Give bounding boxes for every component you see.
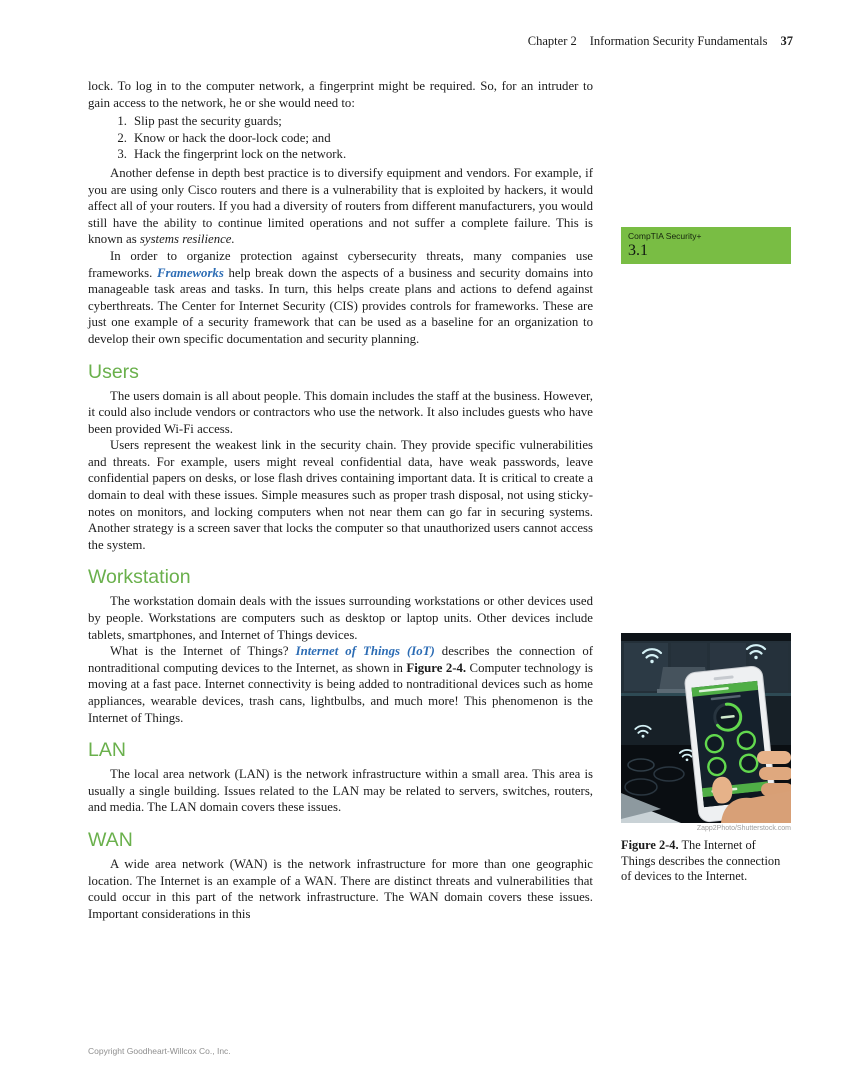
paragraph (88, 248, 593, 348)
list-item-number: 3. (117, 147, 127, 162)
section-heading-wan: WAN (88, 828, 133, 851)
figure-reference: Figure 2-4. (406, 660, 467, 675)
copyright-line: Copyright Goodheart-Willcox Co., Inc. (88, 1046, 231, 1056)
key-term-frameworks: Frameworks (156, 265, 224, 280)
iot-smartphone-photo (621, 633, 791, 823)
photo-credit: Zapp2Photo/Shutterstock.com (696, 825, 791, 832)
paragraph (88, 165, 593, 248)
paragraph: The workstation domain deals with the issues surrounding workstations or other devices used by people. Workstations are computers such as desktop or laptop units. Other devices include tablets, smartphones, and Internet of Things devices. (88, 594, 593, 642)
paragraph: lock. To log in to the computer network, a fingerprint might be required. So, for an intruder to gain access to the network, he or she would need to: (88, 79, 593, 110)
list-item (114, 113, 593, 130)
page-number: 37 (780, 34, 793, 48)
figure-caption-text: The Internet of Things describes the connection of devices to the Internet. (621, 838, 781, 884)
list-item-text: Hack the fingerprint lock on the network. (134, 147, 347, 162)
list-item-text: Know or hack the door-lock code; and (134, 130, 331, 145)
numbered-list (114, 113, 593, 163)
paragraph: The local area network (LAN) is the network infrastructure within a small area. This area is usually a single building. Issues related to the LAN may be related to servers, switches, routers, and media. The LAN domain covers these issues. (88, 767, 593, 815)
section-heading-workstation: Workstation (88, 566, 191, 589)
figure-caption (621, 838, 791, 885)
key-term-iot: Internet of Things (IoT) (295, 644, 435, 659)
figure-2-4 (621, 633, 791, 885)
paragraph (88, 643, 593, 726)
gauge-dial (739, 754, 758, 773)
gauge-dial (708, 757, 727, 776)
gauge-dial (705, 734, 724, 753)
chapter-title: Information Security Fundamentals (589, 34, 768, 48)
comptia-objective-badge (621, 227, 791, 264)
badge-label: CompTIA Security+ (628, 231, 702, 241)
paragraph: A wide area network (WAN) is the network infrastructure for more than one geographic location. The Internet is an example of a WAN. There are distinct threats and vulnerabilities that could occur in this part of the network infrastructure. The WAN domain covers these issues. Important considerations in this (88, 856, 593, 921)
paragraph-text: In order to organize protection against cybersecurity threats, many companies use frameworks. (88, 248, 593, 280)
paragraph-text: help break down the aspects of a business and security domains into manageable task areas and tasks. In turn, this helps create plans and actions to defend against cyberthreats. The Center for Internet Security (CIS) provides controls for frameworks. These are just one example of a security framework that can be used as a baseline for an organization to develop their own specific documentation and security planning. (88, 265, 593, 346)
list-item-number: 2. (117, 130, 127, 145)
paragraph-text: Computer technology is moving at a fast pace. Internet connectivity is being added to nontraditional devices such as home appliances, wearable devices, trash cans, lightbulbs, and much more! This phenomenon is the Internet of Things. (88, 660, 593, 725)
running-head (528, 34, 793, 49)
paragraph-text: Another defense in depth best practice is to diversify equipment and vendors. For example, if you are using only Cisco routers and there is a vulnerability that is exploited by hackers, it would affect all of your routers. If you had a diversity of routers from different manufacturers, you would still have the ability to continue limited operations and not suffer a complete failure. This is known as (88, 165, 593, 247)
italic-term: systems resilience. (139, 232, 235, 247)
paragraph: Users represent the weakest link in the security chain. They provide specific vulnerabilities and threats. For example, users might reveal confidential data, have weak passwords, leave confidential papers on desks, or lose flash drives containing important data. It is critical to create a domain to deal with these issues. Simple measures such as proper trash disposal, not using sticky-notes on monitors, and locking computers when not near them can go far in securing systems. Another strategy is a screen saver that locks the computer so that unauthorized users cannot access the system. (88, 438, 593, 552)
section-heading-lan: LAN (88, 739, 126, 762)
section-heading-users: Users (88, 360, 139, 383)
badge-objective-number: 3.1 (628, 242, 648, 259)
paragraph-text: What is the Internet of Things? (110, 644, 296, 659)
list-item (114, 146, 593, 163)
list-item-number: 1. (117, 114, 127, 129)
list-item (114, 130, 593, 147)
main-text-column (88, 78, 593, 922)
figure-label: Figure 2-4. (621, 838, 679, 852)
gauge-dial (737, 731, 756, 750)
paragraph: The users domain is all about people. This domain includes the staff at the business. However, it could also include vendors or contractors who use the network. It also includes guests who have been provided Wi-Fi access. (88, 388, 593, 436)
paragraph-text: describes the connection of nontraditional computing devices to the Internet, as shown in (88, 644, 593, 675)
chapter-number: Chapter 2 (527, 34, 577, 48)
list-item-text: Slip past the security guards; (134, 114, 282, 129)
